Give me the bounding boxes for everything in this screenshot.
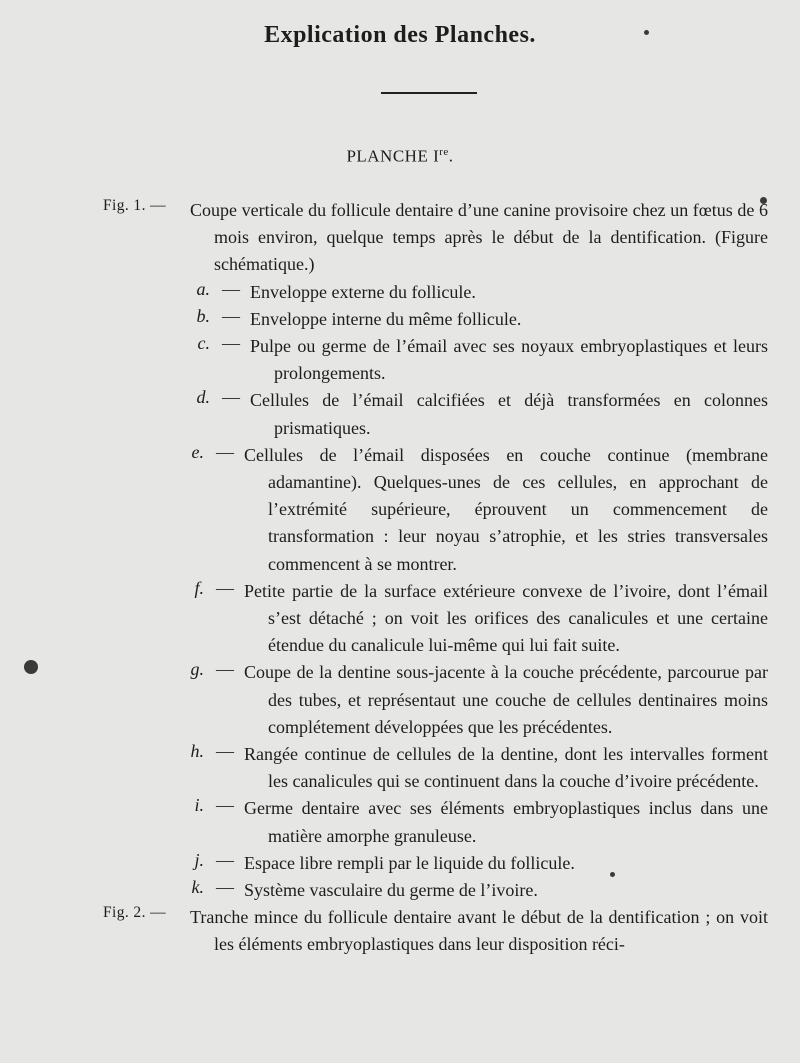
page-title: Explication des Planches. [264, 22, 536, 48]
item-dash: — [216, 659, 234, 680]
item-letter: i. [194, 795, 204, 816]
figure-item [0, 741, 800, 795]
figure-item [0, 877, 800, 904]
item-description: Système vasculaire du germe de l’ivoire. [244, 880, 538, 901]
figure-item [0, 850, 800, 877]
figure-1-items [0, 279, 800, 905]
figure-item [0, 333, 800, 387]
figure-item [0, 442, 800, 578]
item-letter: f. [194, 577, 204, 598]
figure-entry-1 [0, 197, 800, 279]
figure-explanations [0, 197, 800, 959]
plate-heading-sup: re [439, 146, 449, 158]
item-description: Petite partie de la surface extérieure convexe de l’ivoire, dont l’émail s’est détaché ; on voit les orifices des canalicules et une certaine étendue du canalicule lui-même qui lui fait suite. [244, 580, 768, 656]
title-divider [381, 92, 477, 94]
figure-item [0, 279, 800, 306]
item-description: Germe dentaire avec ses éléments embryoplastiques inclus dans une matière amorphe granuleuse. [244, 798, 768, 846]
item-dash: — [216, 741, 234, 762]
item-letter: c. [197, 333, 210, 354]
item-description: Espace libre rempli par le liquide du follicule. [244, 852, 575, 873]
item-letter: k. [191, 877, 204, 898]
item-letter: j. [194, 849, 204, 870]
item-letter: h. [190, 741, 204, 762]
item-dash: — [216, 795, 234, 816]
item-description: Rangée continue de cellules de la dentine, dont les intervalles forment les canalicules qui se continuent dans la couche d’ivoire précédente. [244, 744, 768, 792]
item-description: Enveloppe externe du follicule. [250, 281, 476, 302]
item-dash: — [216, 877, 234, 898]
figure-item [0, 659, 800, 741]
item-dash: — [216, 577, 234, 598]
plate-heading-label: PLANCHE I [346, 146, 440, 166]
figure-description: Coupe verticale du follicule dentaire d’une canine provisoire chez un fœtus de 6 mois environ, quelque temps après le début de la dentification. (Figure schématique.) [190, 200, 768, 275]
item-letter: d. [196, 387, 210, 408]
item-dash: — [216, 849, 234, 870]
item-description: Enveloppe interne du même follicule. [250, 308, 522, 329]
item-description: Coupe de la dentine sous-jacente à la couche précédente, parcourue par des tubes, et représentaut une couche de cellules dentinaires moins complétement développées que les précédentes. [244, 662, 768, 737]
plate-heading-period: . [448, 146, 454, 166]
item-description: Cellules de l’émail disposées en couche continue (membrane adamantine). Quelques-unes de ces cellules, en approchant de l’extrémité supérieure, éprouvent un commencement de transformation : leur noyau s’atrophie, et les stries transversales commencent à se montrer. [244, 444, 768, 574]
item-dash: — [222, 278, 240, 299]
item-description: Cellules de l’émail calcifiées et déjà transformées en colonnes prismatiques. [250, 390, 768, 438]
item-letter: a. [196, 278, 210, 299]
figure-item [0, 795, 800, 849]
item-dash: — [216, 441, 234, 462]
item-letter: g. [190, 659, 204, 680]
figure-label: Fig. 1. — [103, 197, 167, 214]
item-dash: — [222, 305, 240, 326]
figure-item [0, 387, 800, 441]
figure-item [0, 578, 800, 660]
item-dash: — [222, 387, 240, 408]
plate-heading [0, 146, 800, 167]
item-description: Pulpe ou germe de l’émail avec ses noyaux embryoplastiques et leurs prolongements. [250, 336, 768, 384]
figure-entry-2 [0, 904, 800, 958]
figure-description: Tranche mince du follicule dentaire avant le début de la dentification ; on voit les éléments embryoplastiques dans leur disposition réci- [190, 907, 768, 955]
item-letter: b. [196, 305, 210, 326]
item-letter: e. [191, 441, 204, 462]
figure-label: Fig. 2. — [103, 904, 167, 922]
item-dash: — [222, 333, 240, 354]
figure-item [0, 306, 800, 333]
